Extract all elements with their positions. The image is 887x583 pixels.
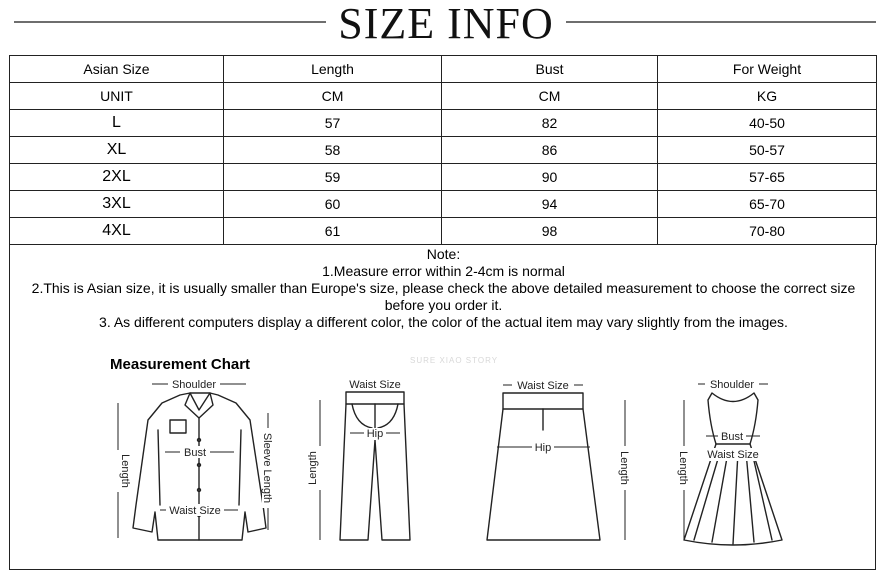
unit-cell: KG	[658, 83, 877, 110]
note-line-2: 2.This is Asian size, it is usually smaller than Europe's size, please check the above detailed measurement to choose the correct size	[31, 280, 856, 296]
dress-bust-label: Bust	[720, 431, 744, 443]
unit-cell: CM	[224, 83, 442, 110]
length-cell: 61	[224, 218, 442, 245]
skirt-length-label: Length	[618, 451, 630, 485]
length-cell: 60	[224, 191, 442, 218]
size-cell: L	[10, 110, 224, 137]
weight-cell: 50-57	[658, 137, 877, 164]
header-cell: Bust	[442, 56, 658, 83]
size-cell: 3XL	[10, 191, 224, 218]
shirt-waist-label: Waist Size	[169, 505, 221, 517]
skirt-illustration	[487, 393, 600, 540]
dress-length-label: Length	[677, 451, 689, 485]
unit-cell: CM	[442, 83, 658, 110]
note-line-2-cont: before you order it.	[384, 297, 503, 313]
unit-cell: UNIT	[10, 83, 224, 110]
pants-waist-label: Waist Size	[349, 379, 401, 391]
weight-cell: 70-80	[658, 218, 877, 245]
dress-shoulder-label: Shoulder	[709, 379, 755, 391]
page-title: SIZE INFO	[338, 0, 554, 48]
skirt-waist-label: Waist Size	[517, 380, 569, 392]
length-cell: 59	[224, 164, 442, 191]
shirt-bust-label: Bust	[183, 447, 207, 459]
dress-waist-label: Waist Size	[707, 449, 759, 461]
bust-cell: 98	[442, 218, 658, 245]
header-cell: Asian Size	[10, 56, 224, 83]
header-cell: For Weight	[658, 56, 877, 83]
pants-hip-label: Hip	[366, 428, 384, 440]
size-cell: 2XL	[10, 164, 224, 191]
note-line-1: 1.Measure error within 2-4cm is normal	[322, 263, 565, 279]
pants-illustration	[340, 392, 410, 540]
shirt-illustration	[133, 393, 266, 540]
bust-cell: 90	[442, 164, 658, 191]
measurement-chart-title: Measurement Chart	[110, 356, 251, 373]
bust-cell: 94	[442, 191, 658, 218]
shirt-sleeve-label: Sleeve Length	[261, 432, 273, 504]
bust-cell: 86	[442, 137, 658, 164]
pants-length-label: Length	[307, 451, 319, 485]
length-cell: 58	[224, 137, 442, 164]
note-heading: Note:	[426, 246, 461, 262]
shirt-shoulder-label: Shoulder	[171, 379, 217, 391]
bust-cell: 82	[442, 110, 658, 137]
skirt-hip-label: Hip	[534, 442, 552, 454]
watermark: SURE XIAO STORY	[410, 356, 499, 365]
weight-cell: 57-65	[658, 164, 877, 191]
note-line-3: 3. As different computers display a different color, the color of the actual item may vary slightly from the images.	[99, 314, 788, 330]
dress-illustration	[684, 393, 782, 545]
length-cell: 57	[224, 110, 442, 137]
weight-cell: 65-70	[658, 191, 877, 218]
header-cell: Length	[224, 56, 442, 83]
size-cell: XL	[10, 137, 224, 164]
size-cell: 4XL	[10, 218, 224, 245]
shirt-length-label: Length	[119, 454, 131, 488]
weight-cell: 40-50	[658, 110, 877, 137]
